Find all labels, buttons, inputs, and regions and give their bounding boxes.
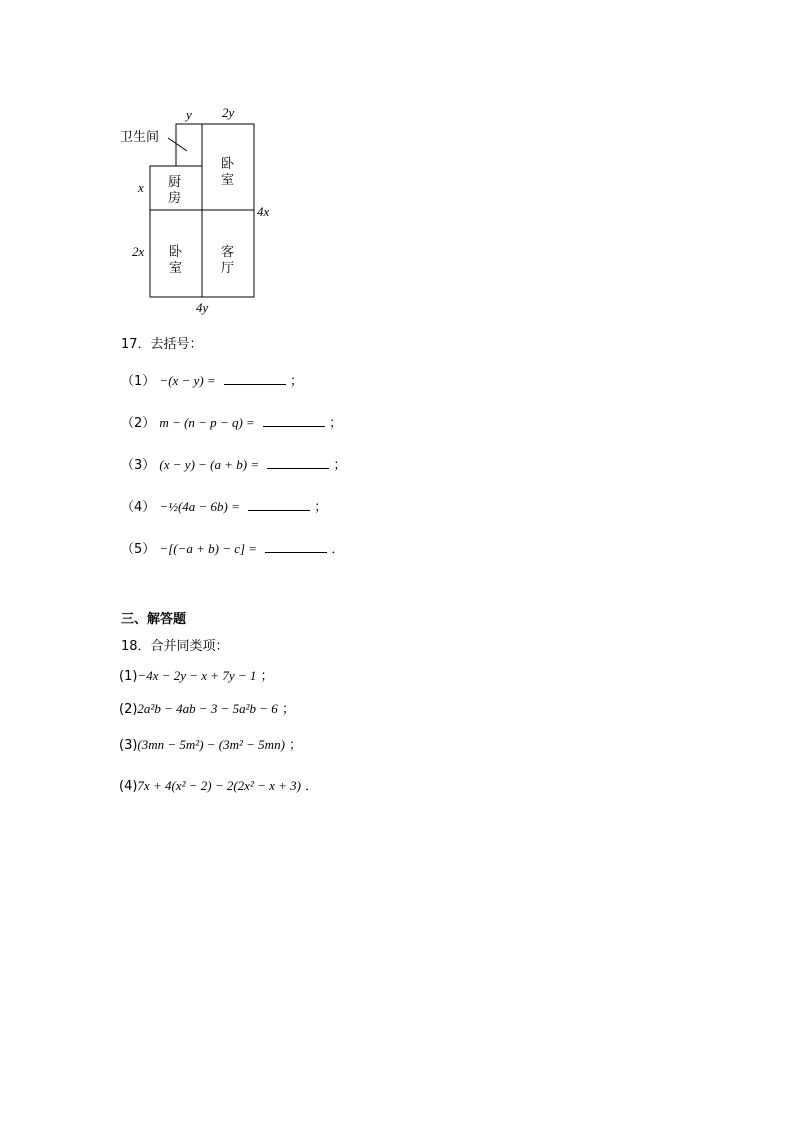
q17-item-expr: m − (n − p − q) = bbox=[159, 415, 255, 430]
q17-item-expr: −[(−a + b) − c] = bbox=[159, 541, 258, 556]
living-label-1: 客 bbox=[221, 245, 235, 260]
q17-item-3 bbox=[121, 454, 346, 473]
q17-item-number: （3） bbox=[121, 458, 156, 473]
q17-item-expr: −(x − y) = bbox=[159, 373, 216, 388]
q18-item-2 bbox=[119, 698, 295, 717]
kitchen-label-1: 厨 bbox=[168, 175, 182, 190]
q18-title: 18．合并同类项： bbox=[121, 639, 229, 654]
answer-blank[interactable] bbox=[248, 499, 310, 511]
q17-item-expr: −½(4a − 6b) = bbox=[159, 499, 240, 514]
q17-item-2 bbox=[121, 412, 342, 431]
bedroom-top-label-1: 卧 bbox=[221, 157, 235, 172]
dim-bottom: 4y bbox=[196, 300, 209, 315]
q18-item-end: ； bbox=[289, 738, 303, 753]
q18-item-4 bbox=[119, 775, 318, 794]
q18-item-number: (3) bbox=[119, 738, 138, 753]
q17-item-number: （5） bbox=[121, 542, 156, 557]
q17-item-end: ． bbox=[331, 542, 345, 557]
floor-plan-figure bbox=[112, 100, 292, 320]
q18-item-expr: 2a²b − 4ab − 3 − 5a²b − 6 bbox=[137, 701, 278, 716]
dim-left-top: x bbox=[138, 180, 144, 195]
bathroom-label: 卫生间 bbox=[120, 130, 160, 145]
answer-blank[interactable] bbox=[263, 415, 325, 427]
q17-item-end: ； bbox=[329, 416, 343, 431]
q18-item-3 bbox=[119, 734, 302, 753]
q17-item-end: ； bbox=[333, 458, 347, 473]
q18-item-expr: (3mn − 5m²) − (3m² − 5mn) bbox=[137, 737, 285, 752]
kitchen-label-2: 房 bbox=[168, 191, 182, 206]
q17-item-4 bbox=[121, 496, 327, 515]
dim-left-bottom: 2x bbox=[132, 244, 145, 259]
q17-item-number: （1） bbox=[121, 374, 156, 389]
dim-right: 4x bbox=[257, 204, 270, 219]
q18-item-number: (4) bbox=[119, 779, 138, 794]
bathroom-pointer bbox=[168, 138, 187, 151]
q18-item-end: ； bbox=[281, 702, 295, 717]
q17-item-number: （2） bbox=[121, 416, 156, 431]
q17-title: 17．去括号： bbox=[121, 337, 203, 352]
answer-blank[interactable] bbox=[224, 373, 286, 385]
bedroom-bottom-label-2: 室 bbox=[169, 261, 183, 276]
bedroom-bottom-label-1: 卧 bbox=[169, 245, 183, 260]
living-label-2: 厅 bbox=[221, 261, 235, 276]
q17-item-1 bbox=[121, 370, 303, 389]
q18-item-expr: −4x − 2y − x + 7y − 1 bbox=[137, 668, 257, 683]
bathroom-room bbox=[176, 124, 202, 166]
q17-item-end: ； bbox=[289, 374, 303, 389]
answer-blank[interactable] bbox=[267, 457, 329, 469]
q17-item-expr: (x − y) − (a + b) = bbox=[159, 457, 260, 472]
dim-top-right: 2y bbox=[222, 105, 235, 120]
q17-item-number: （4） bbox=[121, 500, 156, 515]
dim-top-left: y bbox=[186, 107, 192, 122]
section-title: 三、解答题 bbox=[121, 612, 187, 627]
q17-item-5 bbox=[121, 538, 344, 557]
q18-item-1 bbox=[119, 665, 274, 684]
q18-item-number: (2) bbox=[119, 702, 138, 717]
q18-item-end: ． bbox=[305, 779, 319, 794]
q18-item-number: (1) bbox=[119, 669, 138, 684]
q18-item-end: ； bbox=[260, 669, 274, 684]
answer-blank[interactable] bbox=[265, 541, 327, 553]
bedroom-top-label-2: 室 bbox=[221, 173, 235, 188]
q17-item-end: ； bbox=[314, 500, 328, 515]
q18-item-expr: 7x + 4(x² − 2) − 2(2x² − x + 3) bbox=[137, 778, 301, 793]
